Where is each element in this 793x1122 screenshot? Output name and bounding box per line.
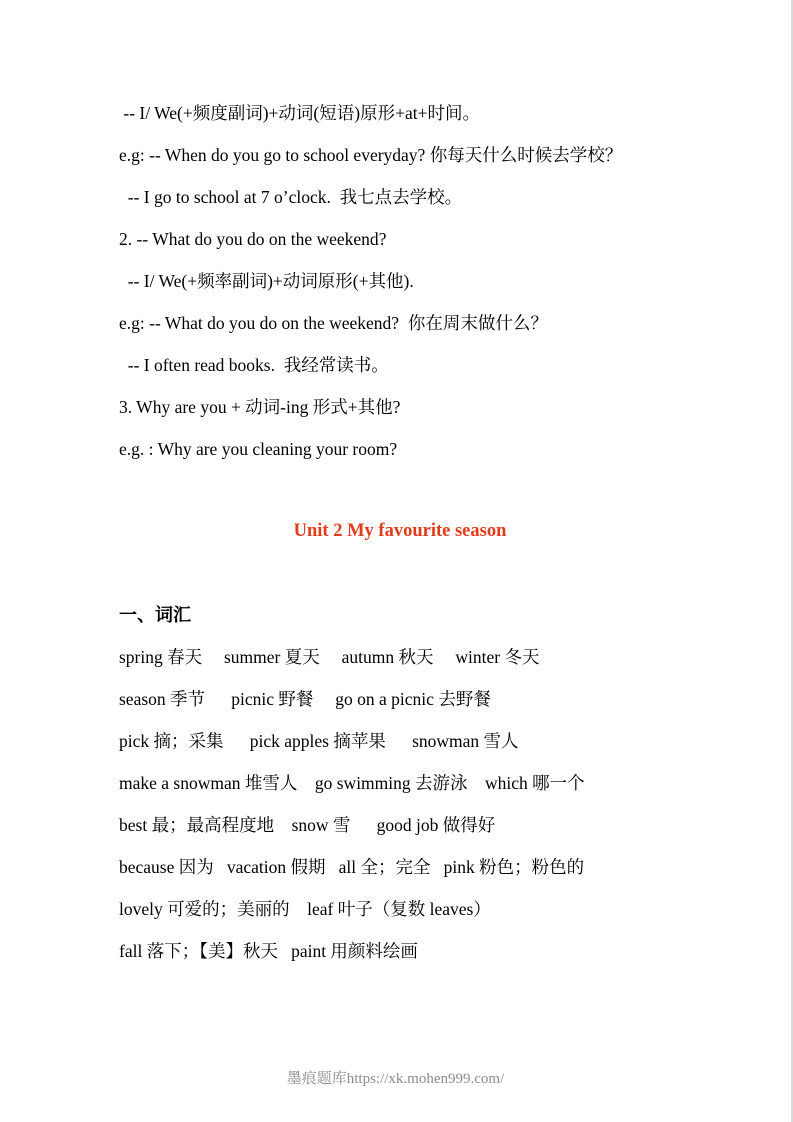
vocab-line: lovely 可爱的；美丽的 leaf 叶子（复数 leaves）	[119, 899, 491, 919]
unit-heading: Unit 2 My favourite season	[293, 521, 507, 541]
grammar-line: -- I/ We(+频度副词)+动词(短语)原形+at+时间。	[119, 103, 480, 123]
vocab-line: best 最；最高程度地 snow 雪 good job 做得好	[119, 815, 496, 835]
grammar-line: 3. Why are you + 动词-ing 形式+其他?	[119, 397, 401, 417]
vocab-line: because 因为 vacation 假期 all 全；完全 pink 粉色；粉色的	[119, 857, 585, 877]
grammar-line: e.g. : Why are you cleaning your room?	[119, 439, 398, 459]
vocab-line: make a snowman 堆雪人 go swimming 去游泳 which 哪一个	[119, 773, 585, 793]
grammar-line: -- I often read books. 我经常读书。	[119, 355, 389, 375]
grammar-line: 2. -- What do you do on the weekend?	[119, 229, 387, 249]
document-content	[119, 92, 681, 972]
vocab-line: season 季节 picnic 野餐 go on a picnic 去野餐	[119, 689, 491, 709]
grammar-line: -- I/ We(+频率副词)+动词原形(+其他).	[119, 271, 414, 291]
grammar-line: e.g: -- What do you do on the weekend? 你在周末做什么？	[119, 313, 548, 333]
footer-site-name: 墨痕题库	[286, 1071, 347, 1087]
vocab-line: pick 摘；采集 pick apples 摘苹果 snowman 雪人	[119, 731, 519, 751]
page-footer	[0, 1068, 791, 1090]
grammar-line: -- I go to school at 7 o’clock. 我七点去学校。	[119, 187, 463, 207]
footer-url: https://xk.mohen999.com/	[346, 1071, 505, 1087]
grammar-line: e.g: -- When do you go to school everyday? 你每天什么时候去学校？	[119, 145, 623, 165]
vocab-line: fall 落下；【美】秋天 paint 用颜料绘画	[119, 941, 418, 961]
vocab-line: spring 春天 summer 夏天 autumn 秋天 winter 冬天	[119, 647, 540, 667]
vocabulary-section-title: 一、词汇	[119, 605, 191, 625]
